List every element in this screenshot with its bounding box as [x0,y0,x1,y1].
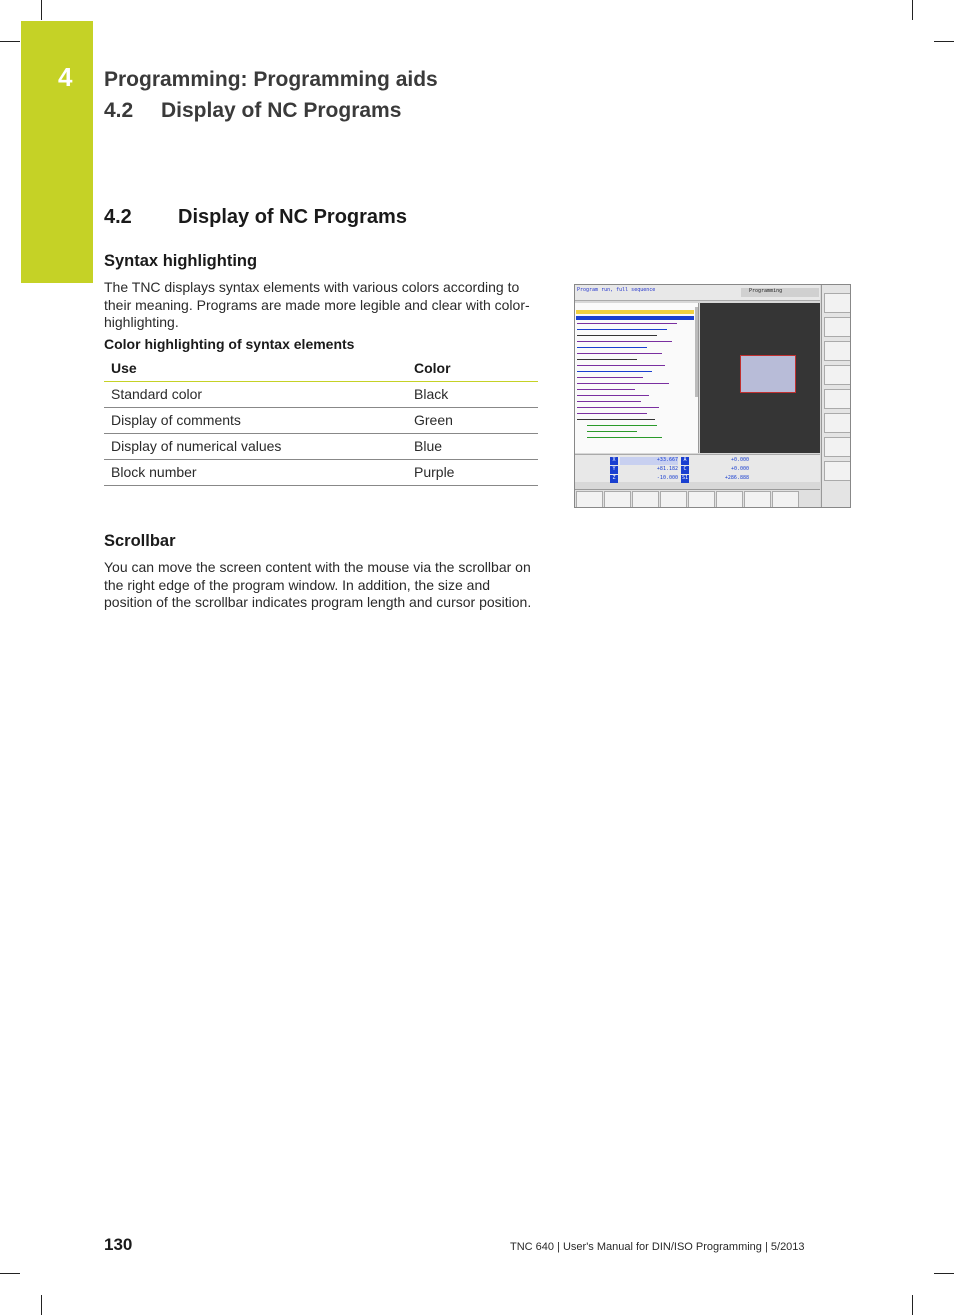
tnc-axis-label: X [610,457,618,465]
table-cell-color: Black [407,382,538,408]
table-cell-use: Display of comments [104,408,407,434]
tnc-axis-value: +286.888 [724,475,749,481]
tnc-code-line [577,371,652,372]
tnc-axis-label: C [681,466,689,474]
tnc-scrollbar[interactable] [695,307,698,397]
tnc-code-line [577,365,665,366]
table-cell-use: Display of numerical values [104,434,407,460]
tnc-softkey[interactable] [604,491,631,508]
tnc-softkey[interactable] [716,491,743,508]
table-row [104,408,538,434]
tnc-mode-bar [575,285,820,301]
footer-text: TNC 640 | User's Manual for DIN/ISO Programming | 5/2013 [510,1241,805,1253]
crop-mark [934,41,954,42]
tnc-axis-label: S1 [681,475,689,481]
tnc-code-line [577,401,641,402]
tnc-axis-label: Y [610,466,618,474]
scrollbar-body: You can move the screen content with the mouse via the scrollbar on the right edge of the program window. In addition, the size and position of the scrollbar indicates program length and cursor position. [104,559,532,610]
running-header-title: Programming: Programming aids [104,68,438,91]
tnc-comment-line [587,425,657,426]
crop-mark [934,1273,954,1274]
running-header-sub-title: Display of NC Programs [161,99,402,122]
table-row [104,460,538,486]
chapter-number: 4 [58,62,73,92]
tnc-highlight-line [576,316,694,320]
chapter-tab [21,21,93,283]
running-header-sub-number: 4.2 [104,99,134,122]
tnc-code-line [577,323,677,324]
crop-mark [0,41,20,42]
table-header-row [104,357,538,382]
tnc-code-line [577,359,637,360]
tnc-side-softkey[interactable] [824,413,851,433]
tnc-softkey[interactable] [688,491,715,508]
tnc-mode-secondary: Programming [741,288,819,297]
tnc-code-line [577,383,669,384]
table-cell-use: Block number [104,460,407,486]
tnc-side-softkey[interactable] [824,461,851,481]
color-table [104,357,538,486]
tnc-side-softkey[interactable] [824,365,851,385]
table-header-use: Use [104,357,407,382]
tnc-softkey-row [575,489,820,508]
tnc-workpiece [740,355,796,393]
crop-mark [41,1295,42,1315]
syntax-heading: Syntax highlighting [104,252,258,270]
tnc-softkey[interactable] [744,491,771,508]
tnc-vertical-softkeys [821,285,851,508]
table-cell-color: Blue [407,434,538,460]
tnc-code-line [577,389,635,390]
table-row [104,434,538,460]
page-number: 130 [104,1235,133,1254]
table-cell-color: Purple [407,460,538,486]
tnc-comment-line [587,437,662,438]
section-title: Display of NC Programs [178,206,407,228]
tnc-code-line [577,353,662,354]
tnc-program-window [575,303,699,453]
tnc-side-softkey[interactable] [824,389,851,409]
tnc-code-line [577,413,647,414]
scrollbar-heading: Scrollbar [104,532,176,550]
table-caption: Color highlighting of syntax elements [104,336,355,352]
tnc-axis-label: A [681,457,689,465]
tnc-position-display [575,454,820,482]
section-number: 4.2 [104,206,132,228]
tnc-comment-line [587,431,637,432]
tnc-side-softkey[interactable] [824,341,851,361]
crop-mark [912,0,913,20]
tnc-graphic-window [700,303,820,453]
tnc-softkey[interactable] [660,491,687,508]
tnc-code-line [577,341,672,342]
section-heading [104,206,407,229]
syntax-body: The TNC displays syntax elements with various colors according to their meaning. Programs are made more legible and clear with color-highlighting. [104,279,530,330]
tnc-side-softkey[interactable] [824,317,851,337]
tnc-softkey[interactable] [632,491,659,508]
crop-mark [0,1273,20,1274]
crop-mark [41,0,42,20]
tnc-screenshot [574,284,851,508]
table-header-color: Color [407,357,538,382]
tnc-code-line [577,335,657,336]
tnc-mode-primary: Program run, full sequence [577,287,656,293]
tnc-side-softkey[interactable] [824,437,851,457]
tnc-cursor-line [576,310,694,314]
tnc-axis-value: +0.000 [730,457,749,463]
tnc-axis-value: -10.000 [656,475,678,481]
tnc-axis-value: +0.000 [730,466,749,472]
running-header-subtitle [104,99,401,123]
tnc-code-line [577,329,667,330]
tnc-code-line [577,395,649,396]
tnc-softkey[interactable] [772,491,799,508]
tnc-axis-value: +81.182 [656,466,678,472]
tnc-softkey[interactable] [576,491,603,508]
tnc-axis-value: +33.667 [620,457,678,465]
table-cell-color: Green [407,408,538,434]
crop-mark [912,1295,913,1315]
tnc-code-line [577,377,643,378]
tnc-code-line [577,419,655,420]
tnc-code-line [577,347,647,348]
tnc-side-softkey[interactable] [824,293,851,313]
table-cell-use: Standard color [104,382,407,408]
table-row [104,382,538,408]
tnc-code-line [577,407,659,408]
tnc-axis-label: Z [610,475,618,483]
